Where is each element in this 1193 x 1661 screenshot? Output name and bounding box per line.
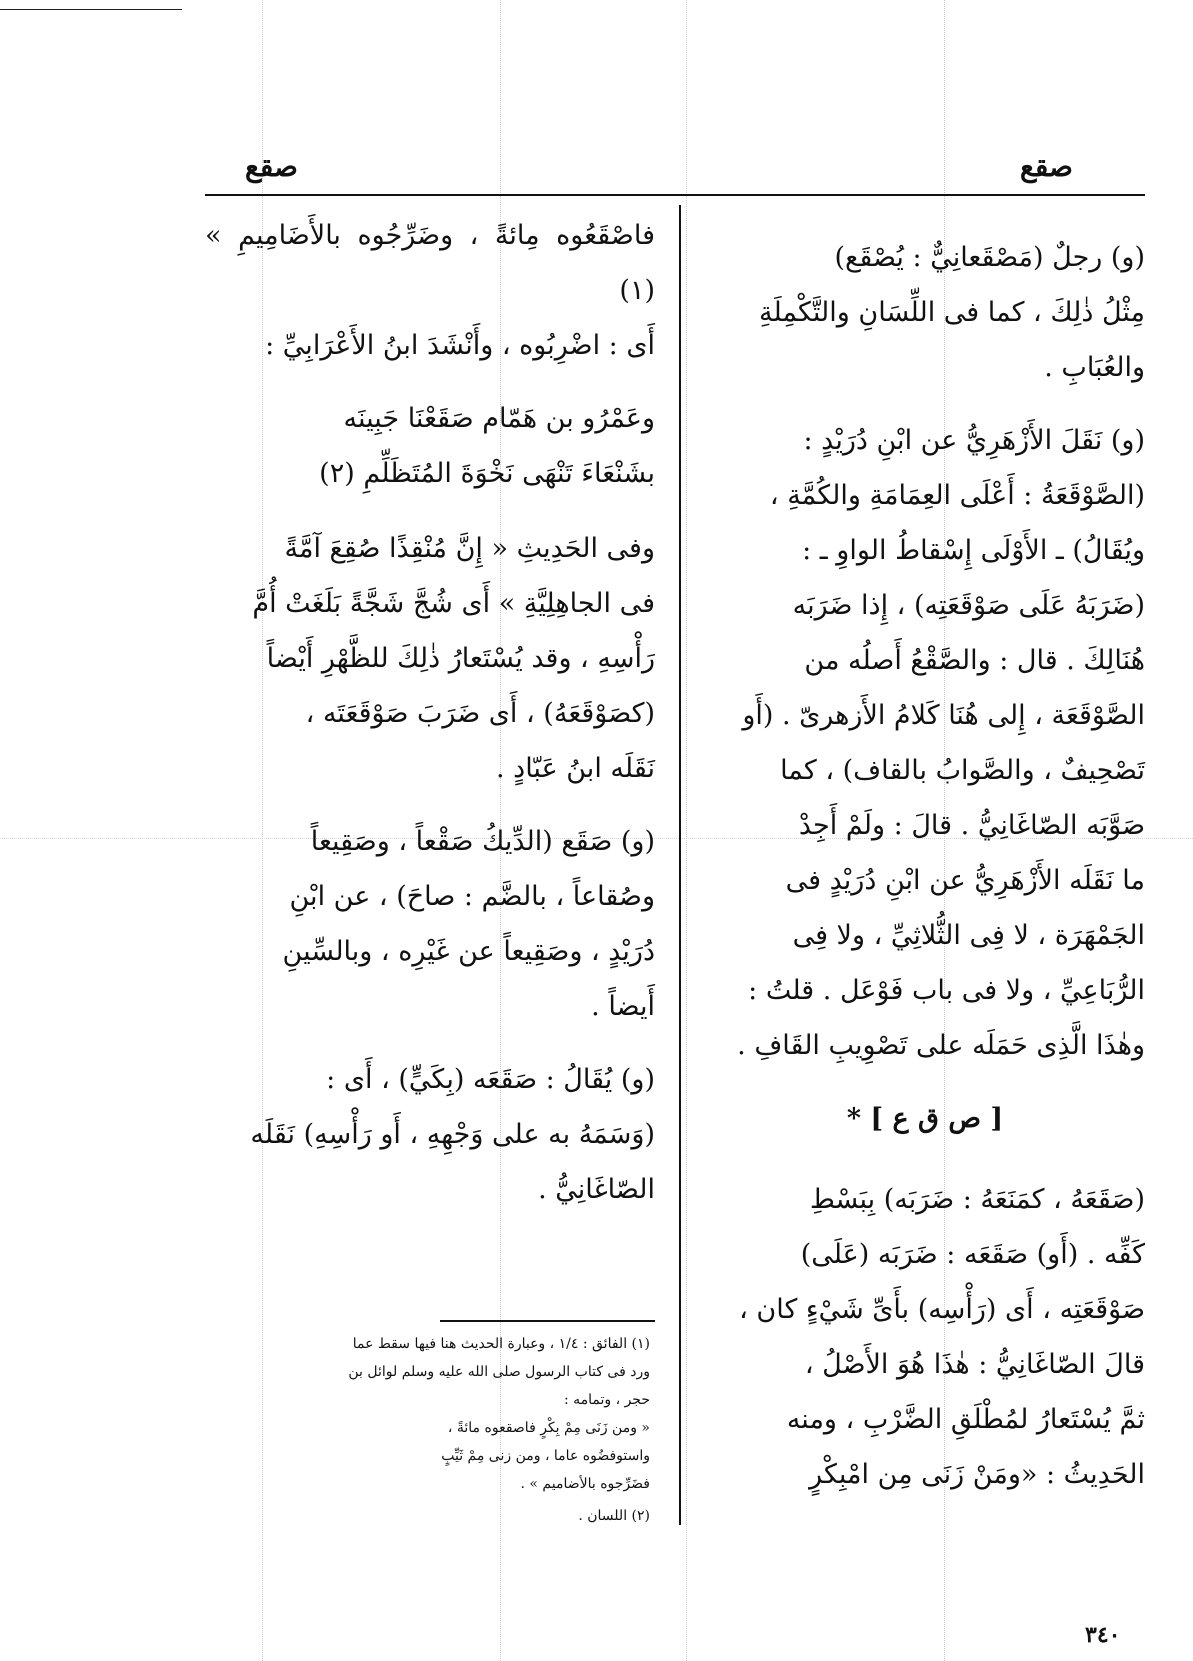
header-keyword-right: صقع <box>1020 150 1073 183</box>
paragraph: (و) نَقَلَ الأَزْهَرِيُّ عن ابْنِ دُرَيْدٍ : (الصَّوْقَعَةُ : أَعْلَى العِمَامَةِ والكُمَّةِ ، ويُقَالُ) ـ الأَوْلَى إِسْقاطُ الواوِ ـ : (ضَرَبَهُ عَلَى صَوْقَعَتِه) ، إِذا ضَرَبَه هُنَالِكَ . قال : والصَّقْعُ أَصلُه من الصَّوْقَعَة ، إِلى هُنَا كَلامُ الأَزهرىّ . (أَو تَصْحِيفٌ ، والصَّوابُ بالقاف) ، كما صَوَّبَه الصّاغَانِيُّ . قالَ : ولَمْ أَجِدْ ما نَقَلَه الأَزْهَرِيُّ عن ابْنِ دُرَيْدٍ فى الجَمْهَرَة ، لا فِى الثُّلاثِيِّ ، ولا فِى الرُّبَاعِيِّ ، ولا فى باب فَوْعَل . قلتُ : وهٰذَا الَّذِى حَمَلَه على تَصْوِيبِ القَافِ . <box>737 425 1145 1061</box>
footnote: (٢) اللسان . <box>578 1508 650 1524</box>
scan-guide-line <box>686 0 687 1661</box>
paragraph: (و) يُقَالُ : صَقَعَه (بِكَيٍّ) ، أَى : (وَسَمَهُ به على وَجْهِهِ ، أَو رَأْسِهِ) نَقَلَه الصّاغَانِيُّ . <box>250 1064 655 1205</box>
page-number: ٣٤٠ <box>1085 1622 1121 1648</box>
header-keyword-left: صقع <box>245 150 298 183</box>
paragraph: وفى الحَدِيثِ « إِنَّ مُنْقِذًا صُقِعَ آمَّةً فى الجاهِلِيَّةِ » أَى شُجَّ شَجَّةً بَلَغَتْ أُمَّ رَأْسِهِ ، وقد يُسْتَعارُ ذٰلِكَ للظَّهْرِ أَيْضاً (كصَوْقَعَهُ) ، أَى ضَرَبَ صَوْقَعَتَه ، نَقَلَه ابنُ عَبّادٍ . <box>252 533 655 784</box>
corner-rule <box>0 9 182 10</box>
poem-verse: وعَمْرُو بن هَمّام صَقَعْنَا جَبِينَه بشَنْعَاءَ تَنْهَى نَخْوَةَ المُتَظَلِّمِ (٢) <box>319 403 655 489</box>
right-column <box>705 230 1145 1520</box>
column-divider <box>679 205 681 1525</box>
paragraph: (و) صَقَع (الدِّيكُ صَقْعاً ، وصَقِيعاً وصُقاعاً ، بالضَّم : صاحَ) ، عن ابْنِ دُرَيْدٍ ، وصَقِيعاً عن غَيْرِه ، وبالسِّينِ أَيضاً . <box>282 826 655 1022</box>
left-column <box>205 208 655 1235</box>
footnotes <box>205 1330 650 1534</box>
header-rule <box>205 194 1145 196</box>
footnote: (١) الفائق : ١/٤ ، وعبارة الحديث هنا فيها سقط عما ورد فى كتاب الرسول صلى الله عليه وسلم لوائل بن حجر ، وتمامه : « ومن زَنَى مِمْ بِكْرٍ فاصقعوه مائةً ، واستوفضُوه عاما ، ومن زنى مِمْ ثَيِّبٍ فضَرِّجوه بالأضاميم » . <box>348 1336 650 1492</box>
footnote-rule <box>440 1320 655 1322</box>
entry-heading: [ ص ق ع ] * <box>846 1103 1004 1134</box>
paragraph: (صَقَعَهُ ، كمَنَعَهُ : ضَرَبَه) بِبَسْطِ كَفِّه . (أَو) صَقَعَه : ضَرَبَه (عَلَى) صَوْقَعَتِه ، أَى (رَأْسِه) بأَىِّ شَيْءٍ كان ، قالَ الصّاغَانِيُّ : هٰذَا هُوَ الأَصْلُ ، ثمَّ يُسْتَعارُ لمُطْلَقِ الضَّرْبِ ، ومنه الحَدِيثُ : «ومَنْ زَنَى مِن امْبِكْرٍ <box>739 1184 1145 1490</box>
paragraph: (و) رجلٌ (مَصْقَعانِيٌّ : يُصْقَع) مِثْلُ ذٰلِكَ ، كما فى اللِّسَانِ والتَّكْمِلَةِ والعُبَابِ . <box>758 242 1145 383</box>
paragraph: فاصْقَعُوه مِائةً ، وضَرِّجُوه بالأَضَامِيمِ » (١) أَى : اضْرِبُوه ، وأَنْشَدَ ابنُ الأَعْرَابِيِّ : <box>205 220 655 361</box>
